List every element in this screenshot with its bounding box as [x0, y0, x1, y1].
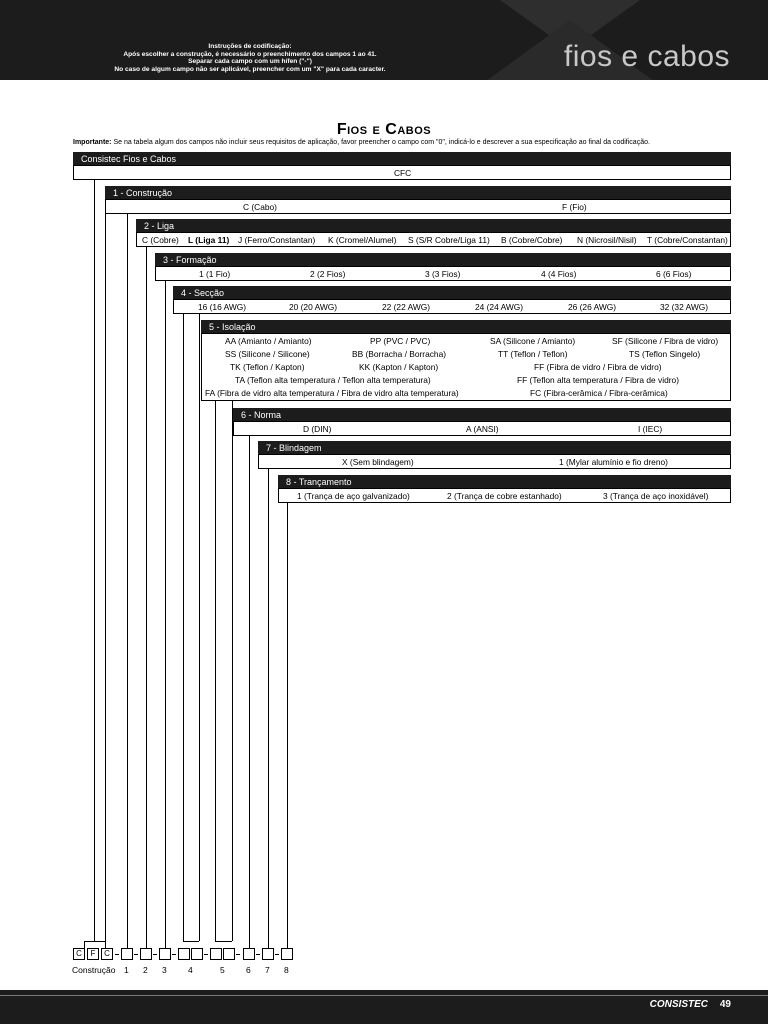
option-4-fios: 4 (4 Fios): [541, 269, 577, 279]
section-size-options-box: [173, 299, 731, 314]
connector-line: [183, 941, 199, 942]
option-mylar: 1 (Mylar alumínio e fio dreno): [559, 457, 668, 467]
option-cfc: CFC: [394, 168, 412, 178]
section-size-header: 4 - Secção: [173, 286, 731, 300]
option-ff-fibra: FF (Fibra de vidro / Fibra de vidro): [534, 362, 662, 372]
code-label-8: 8: [284, 965, 289, 975]
option-ta: TA (Teflon alta temperatura / Teflon alta temperatura): [235, 375, 431, 385]
option-ts: TS (Teflon Singelo): [629, 349, 701, 359]
shielding-header: 7 - Blindagem: [258, 441, 731, 455]
instruction-line: Instruções de codificação:: [208, 43, 292, 50]
code-cell-field-4a[interactable]: [178, 948, 190, 960]
code-cell-field-2[interactable]: [140, 948, 152, 960]
base-options-box: [73, 165, 731, 180]
code-cell-field-4b[interactable]: [191, 948, 203, 960]
option-3-fios: 3 (3 Fios): [425, 269, 461, 279]
footer-brand: CONSISTEC: [649, 999, 708, 1010]
option-2-fios: 2 (2 Fios): [310, 269, 346, 279]
option-ss: SS (Silicone / Silicone): [225, 349, 310, 359]
coding-instructions: [60, 43, 440, 73]
option-tt: TT (Teflon / Teflon): [498, 349, 568, 359]
option-ferro-constantan: J (Ferro/Constantan): [238, 235, 316, 245]
hyphen: [204, 954, 208, 955]
code-cell-field-5a[interactable]: [210, 948, 222, 960]
header-band: [0, 0, 768, 80]
code-cell-field-3[interactable]: [159, 948, 171, 960]
option-aco-inox: 3 (Trança de aço inoxidável): [603, 491, 709, 501]
formation-header: 3 - Formação: [155, 253, 731, 267]
option-sa: SA (Silicone / Amianto): [490, 336, 576, 346]
option-22-awg: 22 (22 AWG): [382, 302, 431, 312]
option-ansi: A (ANSI): [466, 424, 499, 434]
option-aco-galvanizado: 1 (Trança de aço galvanizado): [297, 491, 410, 501]
hyphen: [256, 954, 260, 955]
construction-options-box: [105, 199, 731, 214]
connector-line: [146, 246, 147, 949]
page-title: Fios e Cabos: [336, 121, 432, 138]
connector-line: [183, 314, 184, 941]
option-cobre-estanhado: 2 (Trança de cobre estanhado): [447, 491, 562, 501]
instruction-line: Separar cada campo com um hífen ("-"): [188, 58, 312, 66]
connector-line: [268, 468, 269, 949]
braiding-options-box: [278, 488, 731, 503]
option-din: D (DIN): [303, 424, 332, 434]
code-cell-f: F: [87, 948, 99, 960]
page-number: 49: [719, 999, 731, 1010]
code-label-3: 3: [162, 965, 167, 975]
code-label-construction: Construção: [72, 965, 116, 975]
code-cell-field-7[interactable]: [262, 948, 274, 960]
option-sem-blindagem: X (Sem blindagem): [342, 457, 414, 467]
connector-line: [84, 941, 105, 942]
option-1-fio: 1 (1 Fio): [199, 269, 231, 279]
connector-line: [215, 400, 216, 941]
option-16-awg: 16 (16 AWG): [198, 302, 247, 312]
option-26-awg: 26 (26 AWG): [568, 302, 617, 312]
option-bb: BB (Borracha / Borracha): [352, 349, 447, 359]
footer-rule: [0, 995, 768, 996]
hyphen: [172, 954, 176, 955]
connector-line: [105, 199, 106, 949]
connector-line: [232, 400, 233, 941]
option-cobre-constantan: T (Cobre/Constantan): [647, 235, 728, 245]
code-label-5: 5: [220, 965, 225, 975]
construction-header: 1 - Construção: [105, 186, 731, 200]
important-label: Importante:: [73, 139, 112, 146]
connector-line: [287, 502, 288, 949]
header-divider: [0, 80, 768, 82]
alloy-options-box: [136, 232, 731, 247]
braiding-header: 8 - Trançamento: [278, 475, 731, 489]
hyphen: [115, 954, 119, 955]
code-cell-field-8[interactable]: [281, 948, 293, 960]
option-aa: AA (Amianto / Amianto): [225, 336, 312, 346]
option-ff-teflon: FF (Teflon alta temperatura / Fibra de vidro): [517, 375, 679, 385]
standard-options-box: [233, 421, 731, 436]
base-header: Consistec Fios e Cabos: [73, 152, 731, 166]
instruction-line: Após escolher a construção, é necessário o preenchimento dos campos 1 ao 41.: [123, 50, 377, 58]
option-cromel-alumel: K (Cromel/Alumel): [328, 235, 397, 245]
code-label-1: 1: [124, 965, 129, 975]
hyphen: [236, 954, 240, 955]
option-cobre: C (Cobre): [142, 235, 179, 245]
option-6-fios: 6 (6 Fios): [656, 269, 692, 279]
code-label-7: 7: [265, 965, 270, 975]
option-fc: FC (Fibra-cerâmica / Fibra-cerâmica): [530, 388, 668, 398]
code-label-6: 6: [246, 965, 251, 975]
shielding-options-box: [258, 454, 731, 469]
connector-line: [127, 213, 128, 949]
code-label-4: 4: [188, 965, 193, 975]
code-cell-field-1[interactable]: [121, 948, 133, 960]
instruction-line: No caso de algum campo não ser aplicável, preencher com um "X" para cada caracter.: [114, 65, 386, 73]
connector-line: [249, 434, 250, 949]
option-cabo: C (Cabo): [243, 202, 277, 212]
option-iec: I (IEC): [638, 424, 663, 434]
option-liga11: L (Liga 11): [188, 235, 230, 245]
hyphen: [275, 954, 279, 955]
insulation-header: 5 - Isolação: [201, 320, 731, 334]
option-fa: FA (Fibra de vidro alta temperatura / Fibra de vidro alta temperatura): [205, 388, 459, 398]
option-20-awg: 20 (20 AWG): [289, 302, 338, 312]
alloy-header: 2 - Liga: [136, 219, 731, 233]
option-kk: KK (Kapton / Kapton): [359, 362, 439, 372]
option-sf: SF (Silicone / Fibra de vidro): [612, 336, 719, 346]
option-tk: TK (Teflon / Kapton): [230, 362, 305, 372]
connector-line: [215, 941, 232, 942]
code-cell-field-5b[interactable]: [223, 948, 235, 960]
hyphen: [134, 954, 138, 955]
connector-line: [94, 165, 95, 941]
code-cell-c2: C: [101, 948, 113, 960]
option-sr-cobre: S (S/R Cobre/Liga 11): [408, 235, 490, 245]
option-32-awg: 32 (32 AWG): [660, 302, 709, 312]
formation-options-box: [155, 266, 731, 281]
insulation-options-box: [201, 333, 731, 401]
standard-header: 6 - Norma: [233, 408, 731, 422]
option-nicrosil: N (Nicrosil/Nisil): [577, 235, 637, 245]
important-text: Se na tabela algum dos campos não incluir seus requisitos de aplicação, favor preencher o campo com "0", indicá-lo e descrever a sua especificação ao final da codificação.: [111, 139, 650, 146]
code-label-2: 2: [143, 965, 148, 975]
hyphen: [153, 954, 157, 955]
section-brand: fios e cabos: [563, 40, 730, 73]
code-cell-c: C: [73, 948, 85, 960]
option-pp: PP (PVC / PVC): [370, 336, 431, 346]
option-fio: F (Fio): [562, 202, 587, 212]
connector-line: [165, 280, 166, 949]
code-cell-field-6[interactable]: [243, 948, 255, 960]
important-note: [73, 139, 743, 146]
connector-line: [199, 314, 200, 941]
option-cobre-cobre: B (Cobre/Cobre): [501, 235, 563, 245]
option-24-awg: 24 (24 AWG): [475, 302, 524, 312]
